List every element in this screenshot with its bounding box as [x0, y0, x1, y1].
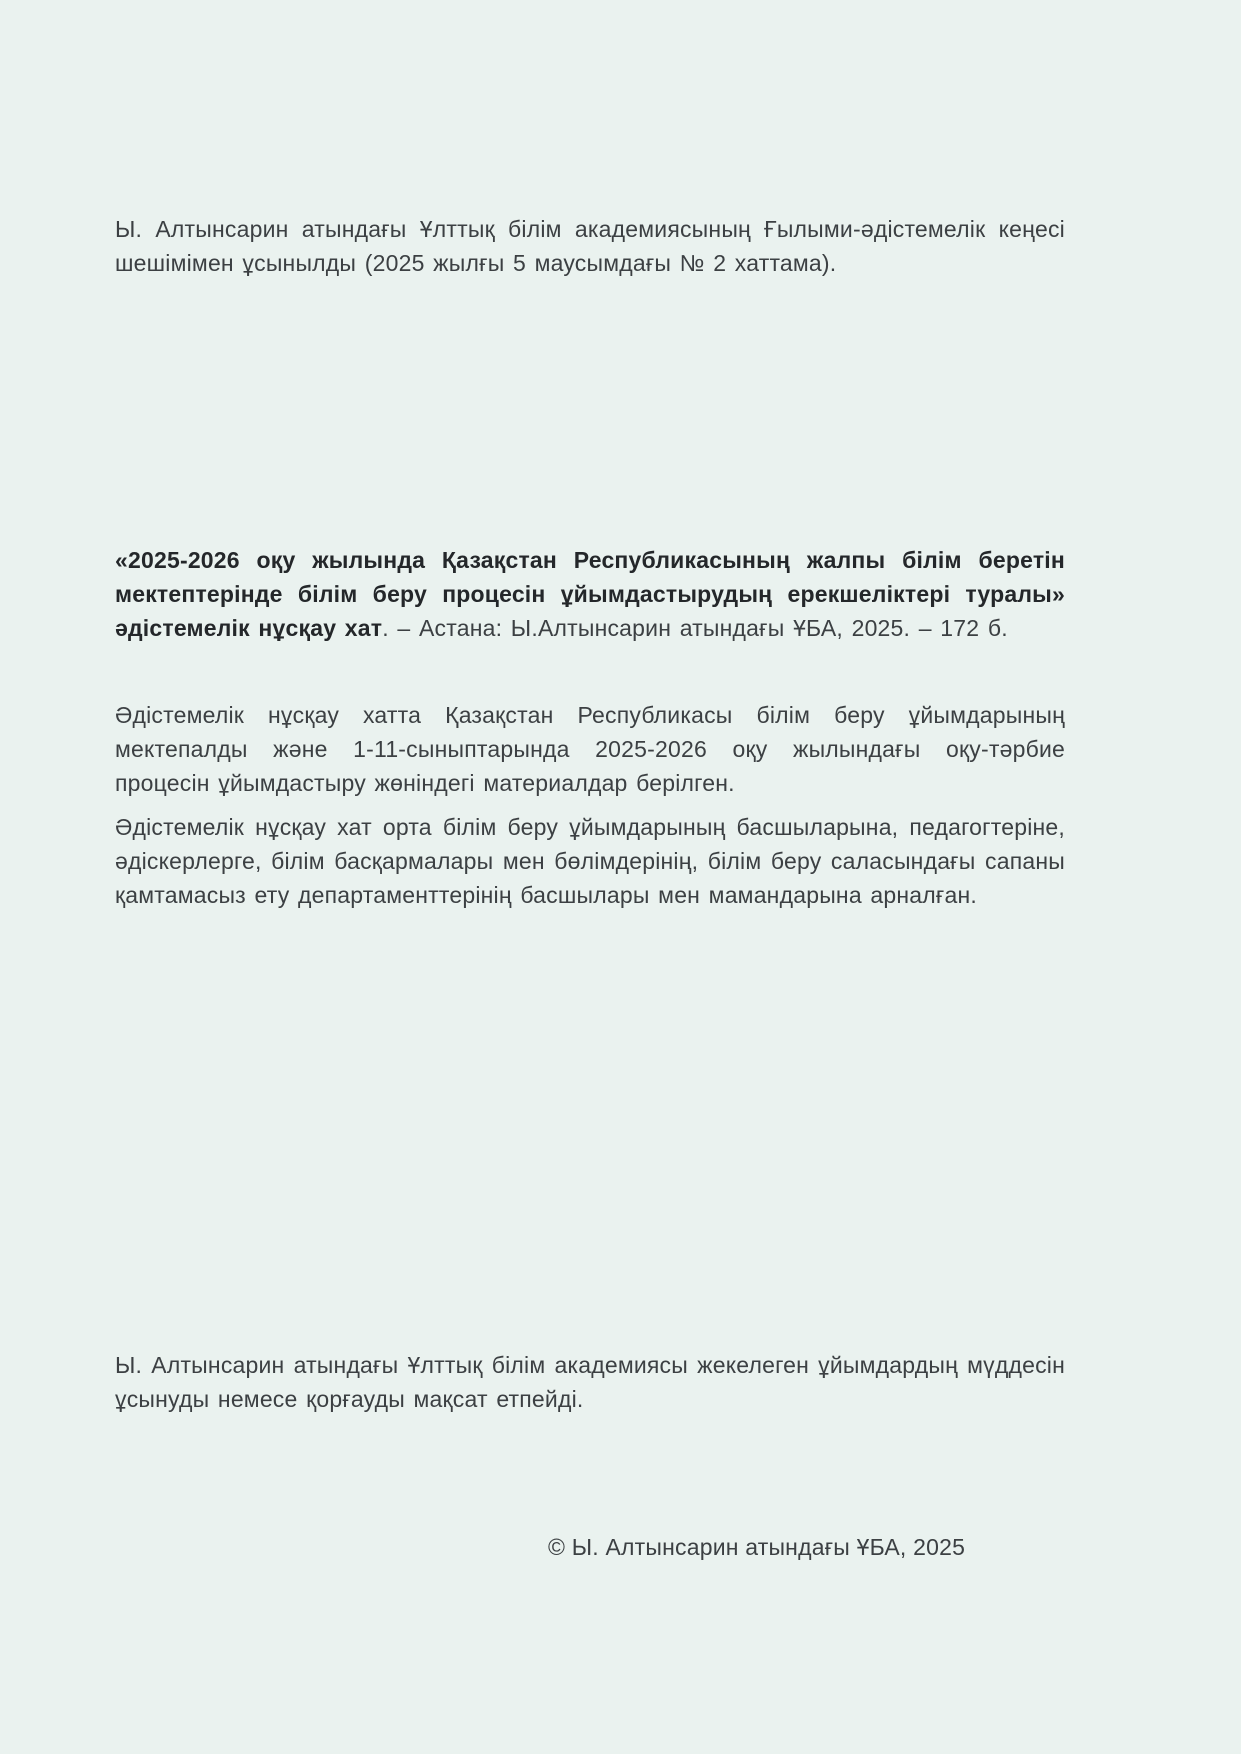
abstract-paragraph-2: Әдістемелік нұсқау хат орта білім беру ұйымдарының басшыларына, педагогтеріне, әдіскерлерге, білім басқармалары мен бөлімдерінің, білім беру саласындағы сапаны қамтамасыз ету департаменттерінің басшылары мен мамандарына арналған.	[115, 814, 1065, 908]
copyright-line: © Ы. Алтынсарин атындағы ҰБА, 2025	[548, 1534, 966, 1560]
bibliographic-record	[115, 543, 1065, 645]
disclaimer-paragraph: Ы. Алтынсарин атындағы Ұлттық білім академиясы жекелеген ұйымдардың мүддесін ұсынуды немесе қорғауды мақсат етпейді.	[115, 1352, 1065, 1412]
bibliographic-title: «2025-2026 оқу жылында Қазақстан Республикасының жалпы білім беретін мектептерінде білім беру процесін ұйымдастырудың ерекшеліктері туралы» әдістемелік нұсқау хат	[115, 547, 1065, 641]
bibliographic-imprint: . – Астана: Ы.Алтынсарин атындағы ҰБА, 2025. – 172 б.	[382, 615, 1008, 641]
approval-note: Ы. Алтынсарин атындағы Ұлттық білім академиясының Ғылыми-әдістемелік кеңесі шешімімен ұсынылды (2025 жылғы 5 маусымдағы № 2 хаттама).	[115, 216, 1065, 276]
abstract-paragraph-1: Әдістемелік нұсқау хатта Қазақстан Республикасы білім беру ұйымдарының мектепалды және 1-11-сыныптарында 2025-2026 оқу жылындағы оқу-тәрбие процесін ұйымдастыру жөніндегі материалдар берілген.	[115, 702, 1065, 796]
